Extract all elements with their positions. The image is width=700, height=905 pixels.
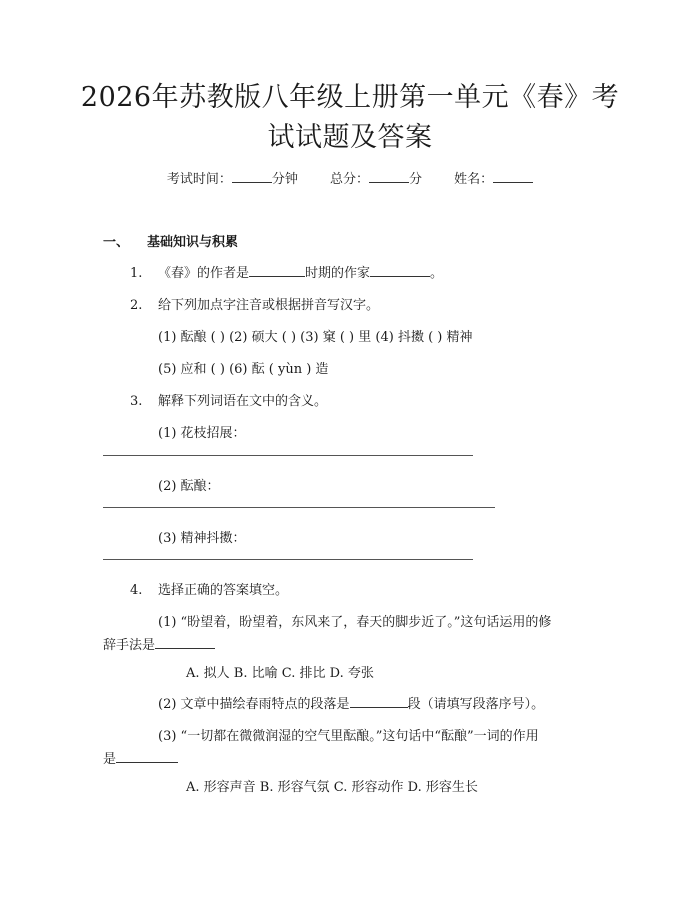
q4-sub-3-line-1: (3) “一切都在微微润湿的空气里酝酿。”这句话中“酝酿”一词的作用 <box>158 729 539 744</box>
q2-text: 给下列加点字注音或根据拼音写汉字。 <box>158 298 380 313</box>
question-2 <box>130 294 379 313</box>
q3-text: 解释下列词语在文中的含义。 <box>158 394 328 409</box>
q3-item-2: (2) 酝酿： <box>158 479 220 494</box>
exam-meta <box>0 168 700 187</box>
question-number: 2. <box>130 298 143 313</box>
q4-sub-3-line-2 <box>103 748 178 767</box>
exam-time <box>167 172 302 187</box>
q3-item-1: (1) 花枝招展： <box>158 426 246 441</box>
q1-era-blank[interactable] <box>370 263 430 277</box>
page-title: 2026年苏教版八年级上册第一单元《春》考试试题及答案 <box>80 82 620 153</box>
question-number: 3. <box>130 394 143 409</box>
total-score-blank[interactable] <box>369 169 409 183</box>
q4-sub-1-blank[interactable] <box>155 635 215 649</box>
total-score <box>330 172 426 187</box>
student-name <box>454 172 533 187</box>
total-score-unit: 分 <box>409 172 423 187</box>
student-name-blank[interactable] <box>493 169 533 183</box>
q2-items-row-1: (1) 酝酿 ( ) (2) 硕大 ( ) (3) 窠 ( ) 里 (4) 抖擞 ( ) 精神 <box>158 330 473 345</box>
q4-sub-3-blank[interactable] <box>116 749 178 763</box>
question-4 <box>130 579 288 598</box>
q1-text-pre: 《春》的作者是 <box>158 266 250 281</box>
exam-time-unit: 分钟 <box>271 172 298 187</box>
section-heading <box>103 231 238 250</box>
student-name-label: 姓名： <box>454 172 494 187</box>
section-number: 一、 <box>103 235 130 250</box>
question-3 <box>130 390 327 409</box>
q4-sub-1-line-1: (1) “盼望着，盼望着，东风来了，春天的脚步近了。”这句话运用的修 <box>158 615 552 630</box>
question-number: 1. <box>130 266 143 281</box>
q4-sub-2 <box>158 693 544 712</box>
q4-sub-2-text-post: 段（请填写段落序号）。 <box>407 697 545 712</box>
q4-sub-2-text-pre: (2) 文章中描绘春雨特点的段落是 <box>158 697 350 712</box>
q4-sub-2-blank[interactable] <box>350 694 408 708</box>
answer-line[interactable] <box>103 559 473 560</box>
answer-line[interactable] <box>103 455 473 456</box>
q3-item-3: (3) 精神抖擞： <box>158 531 246 546</box>
question-1 <box>130 262 443 281</box>
q4-sub-1-options: A. 拟人 B. 比喻 C. 排比 D. 夸张 <box>186 666 374 681</box>
q4-text: 选择正确的答案填空。 <box>158 583 289 598</box>
question-number: 4. <box>130 583 143 598</box>
q4-sub-1-line-2 <box>103 634 215 653</box>
exam-time-label: 考试时间： <box>166 172 232 187</box>
section-title: 基础知识与积累 <box>147 235 239 250</box>
q2-items-row-2: (5) 应和 ( ) (6) 酝 ( yùn ) 造 <box>158 362 329 377</box>
total-score-label: 总分： <box>329 172 369 187</box>
q1-text-mid: 时期的作家 <box>305 266 371 281</box>
q4-sub-3-options: A. 形容声音 B. 形容气氛 C. 形容动作 D. 形容生长 <box>186 780 478 795</box>
q4-sub-1-text: 辞手法是 <box>103 638 156 653</box>
q4-sub-3-text: 是 <box>103 752 117 767</box>
q1-author-blank[interactable] <box>249 263 305 277</box>
answer-line[interactable] <box>103 507 495 508</box>
q1-text-end: 。 <box>430 266 444 281</box>
exam-time-blank[interactable] <box>232 169 272 183</box>
